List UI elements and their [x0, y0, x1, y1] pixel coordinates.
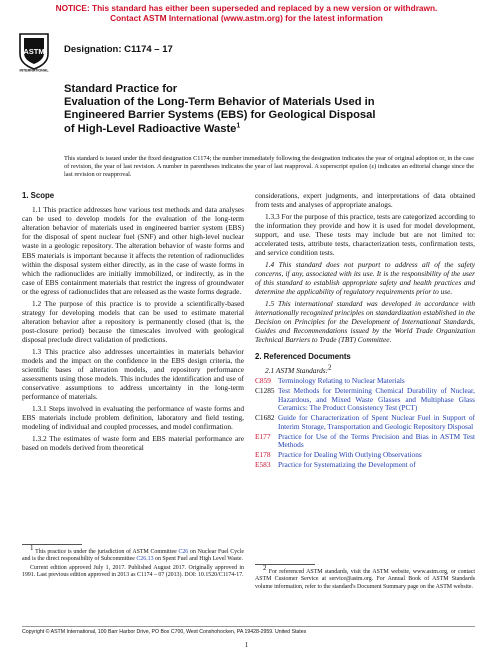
- reference-item[interactable]: [255, 377, 475, 386]
- ref-title-link[interactable]: Test Methods for Determining Chemical Durability of Nuclear, Hazardous, and Mixed Waste Glasses and Multiphase Glass Ceramics: The Product Consistency Test (PCT): [278, 386, 475, 413]
- refs-footnote-mark: 2: [328, 363, 332, 372]
- ref-code[interactable]: C1682: [255, 413, 275, 423]
- para-1-4: 1.4 This standard does not purport to address all of the safety concerns, if any, associated with its use. It is the responsibility of the user of this standard to establish appropriate safety and health practices and determine the applicability of regulatory requirements prior to use.: [255, 259, 475, 297]
- ref-code[interactable]: C1285: [255, 386, 275, 396]
- reference-item[interactable]: [255, 461, 475, 470]
- para-1-3-3: 1.3.3 For the purpose of this practice, tests are categorized according to the information they provide and how it is used for model development, support, and use. These tests may include but are not limited to: accelerated tests, attribute tests, characterization tests, confirmation tests, and service condition tests.: [255, 211, 475, 258]
- referenced-documents-heading: 2. Referenced Documents: [255, 352, 351, 362]
- para-1-3-2-cont: considerations, expert judgments, and interpretations of data obtained from tests and analyses of appropriate analogs.: [255, 191, 475, 210]
- astm-standards-label: 2.1 ASTM Standards:: [265, 366, 329, 376]
- footnote-1: [22, 544, 244, 564]
- title-line-3: Engineered Barrier Systems (EBS) for Geological Disposal: [64, 109, 376, 122]
- para-1-5: 1.5 This international standard was developed in accordance with internationally recognized principles on standardization established in the Decision on Principles for the Development of International Standards, Guides and Recommendations issued by the World Trade Organization Technical Barriers to Trade (TBT) Committee.: [255, 298, 475, 345]
- page-number: 1: [244, 641, 249, 649]
- logo-text: ASTM: [23, 47, 45, 56]
- ref-title-link[interactable]: Guide for Characterization of Spent Nuclear Fuel in Support of Interim Storage, Transportation and Geologic Repository Disposal: [278, 413, 475, 431]
- copyright-footer: Copyright © ASTM International, 100 Barr Harbor Drive, PO Box C700, West Conshohocken, PA 19428-2959. United States: [22, 626, 475, 635]
- left-column: [22, 191, 244, 455]
- scope-heading: 1. Scope: [22, 191, 55, 200]
- astm-logo-icon: [14, 28, 54, 72]
- para-1-3: 1.3 This practice also addresses uncertainties in materials behavior models and the impact on the confidence in the EBS design criteria, the scientific bases of alteration models, and repository performance assessments using those models. This includes the identification and use of conservative assumptions to address uncertainty in the long-term performance of materials.: [22, 346, 244, 402]
- logo-org: INTERNATIONAL: [19, 68, 49, 72]
- footnote-2-text: For referenced ASTM standards, visit the ASTM website, www.astm.org, or contact ASTM Customer Service at service@astm.org. For Annual Book of ASTM Standards volume information, refer to the standard's Document Summary page on the ASTM website.: [255, 568, 475, 590]
- reference-item[interactable]: [255, 451, 475, 460]
- notice-line-1: NOTICE: This standard has either been superseded and replaced by a new version or withdrawn.: [55, 3, 438, 13]
- ref-title-link[interactable]: Practice for Use of the Terms Precision and Bias in ASTM Test Methods: [278, 431, 475, 450]
- ref-code[interactable]: C859: [255, 376, 271, 386]
- right-column: [255, 191, 475, 471]
- notice-line-2: Contact ASTM International (www.astm.org) for the latest information: [110, 13, 383, 23]
- para-1-2: 1.2 The purpose of this practice is to provide a scientifically-based strategy for developing models that can be used to estimate material alteration behavior after a repository is permanently closed (that is, the post-closure period) because the timescales involved with geological disposal preclude direct validation of predictions.: [22, 298, 244, 344]
- footnote-1-text-a: This practice is under the jurisdiction of ASTM Committee: [35, 548, 177, 555]
- withdrawal-notice: [0, 3, 493, 23]
- para-1-1: 1.1 This practice addresses how various test methods and data analyses can be used to develop models for the evaluation of the long-term alteration behavior of materials used in engineered barrier system (EBS) for the disposal of spent nuclear fuel (SNF) and other high-level nuclear waste in a geologic repository. The alteration behavior of waste forms and EBS materials is important because it affects the retention of radionuclides within the disposal system either directly, as in the case of waste forms in which the radionuclides are initially immobilized, or indirectly, as in the case of EBS containment materials that restrict the ingress of groundwater or the egress of radionuclides that are released as the waste forms degrade.: [22, 205, 244, 296]
- ref-code[interactable]: E178: [255, 450, 271, 460]
- reference-item[interactable]: [255, 433, 475, 450]
- document-title: [64, 83, 474, 136]
- para-1-3-2: 1.3.2 The estimates of waste form and EBS material performance are based on models derived from theoretical: [22, 433, 244, 452]
- committee-link[interactable]: C26: [178, 548, 189, 555]
- footnotes-left: [22, 544, 244, 581]
- reference-item[interactable]: [255, 387, 475, 413]
- ref-title-link[interactable]: Terminology Relating to Nuclear Materials: [278, 376, 405, 386]
- footnote-1-text-c: on Spent Fuel and High Level Waste.: [155, 556, 243, 563]
- para-1-3-1: 1.3.1 Steps involved in evaluating the performance of waste forms and EBS materials include problem definition, laboratory and field testing, modeling of individual and coupled processes, and model confirmation.: [22, 403, 244, 432]
- issue-note: This standard is issued under the fixed designation C1174; the number immediately following the designation indicates the year of original adoption or, in the case of revision, the year of last revision. A number in parentheses indicates the year of last reapproval. A superscript epsilon (ε) indicates an editorial change since the last revision or reapproval.: [64, 155, 474, 178]
- title-line-2: Evaluation of the Long-Term Behavior of Materials Used in: [64, 96, 375, 109]
- ref-title-link[interactable]: Practice for Systematizing the Development of: [278, 460, 416, 470]
- edition-note: Current edition approved July 1, 2017. Published August 2017. Originally approved in 1991. Last previous edition approved in 2013 as C1174 – 07 (2013). DOI: 10.1520/C1174-17.: [22, 564, 244, 579]
- ref-code[interactable]: E177: [255, 431, 271, 441]
- subcommittee-link[interactable]: C26.13: [136, 556, 154, 563]
- footnote-2: [255, 564, 475, 591]
- footnote-2-mark: 2: [263, 564, 267, 572]
- footnote-1-mark: 1: [30, 544, 34, 552]
- footnote-1-text-b: on Nuclear Fuel Cycle and is the direct responsibility of Subcommittee: [22, 548, 244, 563]
- reference-item[interactable]: [255, 414, 475, 431]
- ref-title-link[interactable]: Practice for Dealing With Outlying Observations: [278, 450, 422, 460]
- title-line-1: Standard Practice for: [64, 83, 178, 95]
- title-footnote-mark: 1: [236, 121, 241, 129]
- footnotes-right: [255, 564, 475, 592]
- designation: Designation: C1174 – 17: [64, 44, 173, 55]
- title-line-4: of High-Level Radioactive Waste: [64, 122, 237, 135]
- ref-code[interactable]: E583: [255, 460, 271, 470]
